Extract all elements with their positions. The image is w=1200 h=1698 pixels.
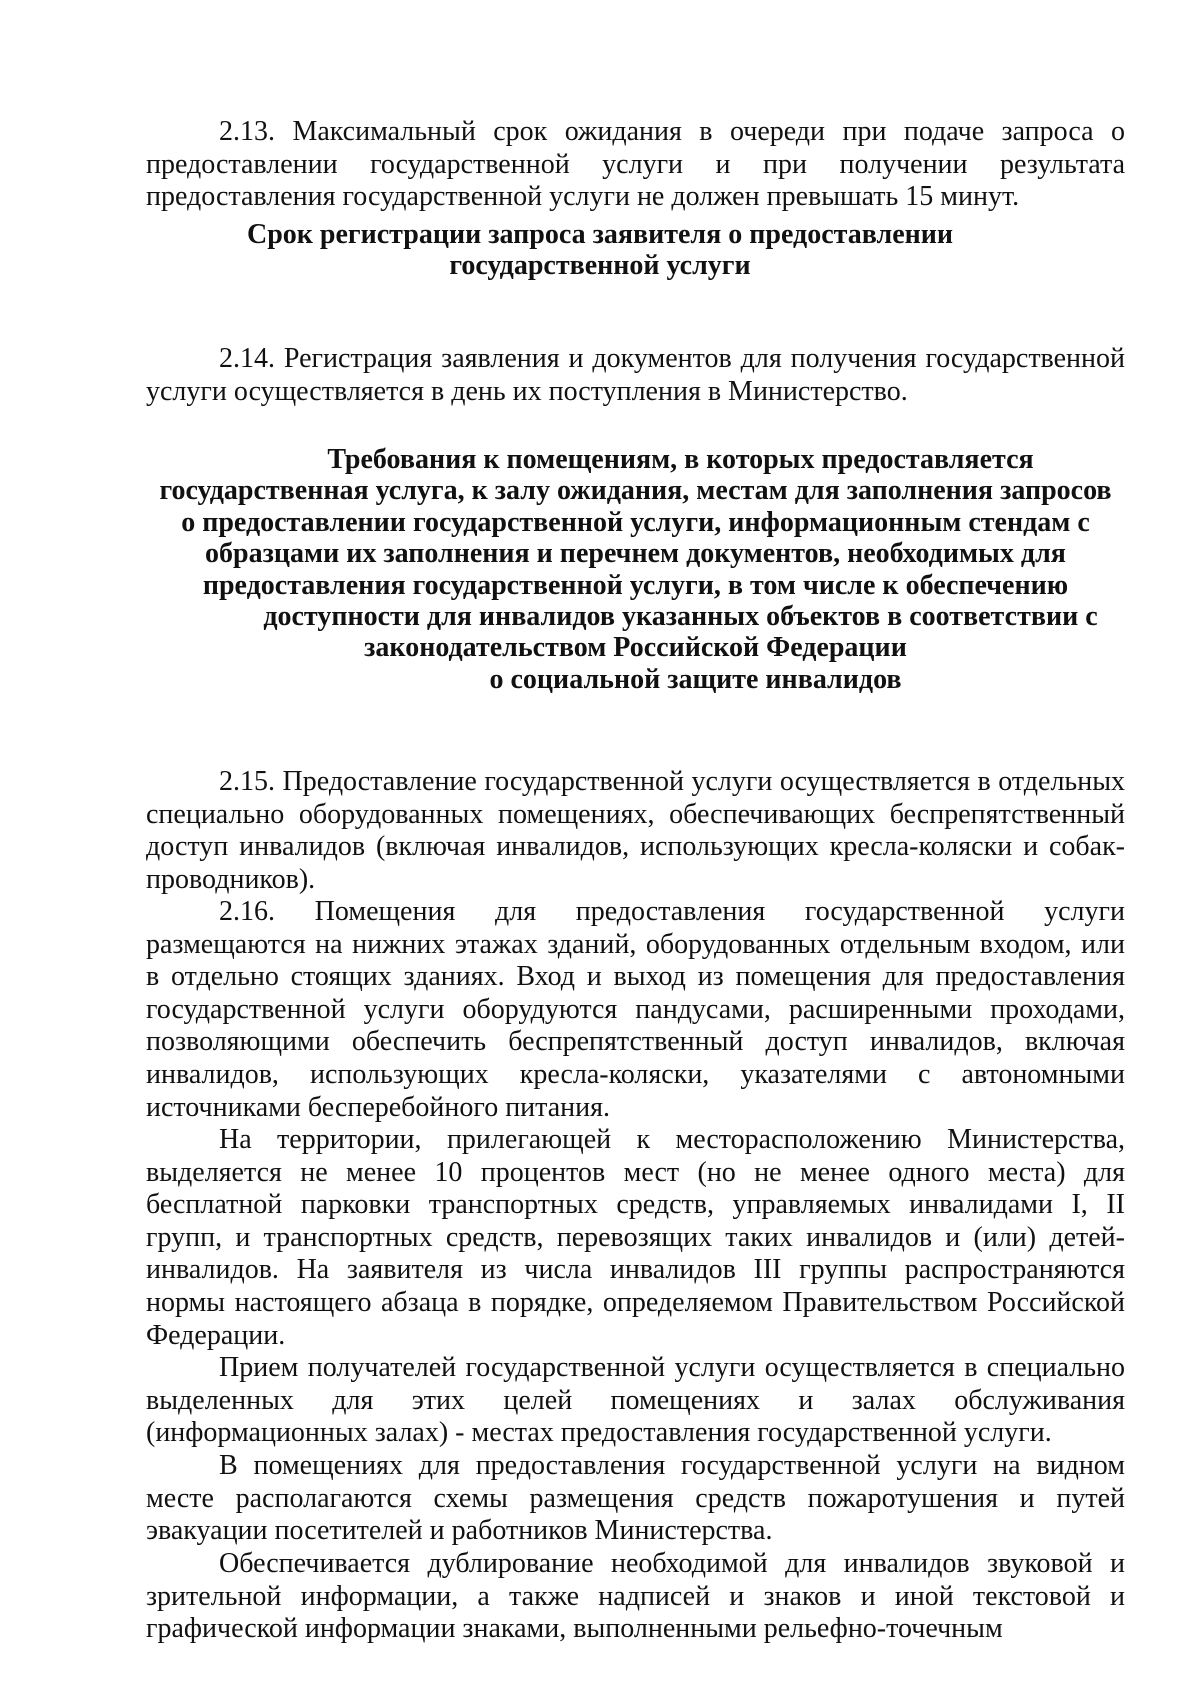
heading-line: государственная услуга, к залу ожидания, местам для заполнения запросов [159, 475, 1112, 507]
heading-line: Срок регистрации запроса заявителя о предоставлении [246, 219, 954, 250]
heading-line: о социальной защите инвалидов [489, 663, 902, 695]
heading-line: Требования к помещениям, в которых предоставляется [327, 444, 1034, 475]
paragraph-duplication: Обеспечивается дублирование необходимой для инвалидов звуковой и зрительной информации, а также надписей и знаков и иной текстовой и графической информации знаками, выполненными рельефно-точечным [146, 1548, 1125, 1645]
paragraph-2-15: 2.15. Предоставление государственной услуги осуществляется в отдельных специально оборудованных помещениях, обеспечивающих беспрепятственный доступ инвалидов (включая инвалидов, использующих кресла-коляски и собак-проводников). [146, 766, 1125, 895]
heading-line: государственной услуги [449, 250, 751, 282]
heading-line: законодательством Российской Федерации [364, 632, 907, 664]
paragraph-2-13: 2.13. Максимальный срок ожидания в очереди при подаче запроса о предоставлении государственной услуги и при получении результата предоставления государственной услуги не должен превышать 15 минут. [146, 116, 1125, 213]
paragraph-2-14: 2.14. Регистрация заявления и документов для получения государственной услуги осуществляется в день их поступления в Министерство. [146, 343, 1125, 407]
heading-line: о предоставлении государственной услуги, информационным стендам с [181, 506, 1090, 538]
heading-line: образцами их заполнения и перечнем документов, необходимых для [205, 538, 1066, 570]
paragraph-reception: Прием получателей государственной услуги осуществляется в специально выделенных для этих целей помещениях и залах обслуживания (информационных залах) - местах предоставления государственной услуги. [146, 1352, 1125, 1449]
paragraph-parking: На территории, прилегающей к месторасположению Министерства, выделяется не менее 10 процентов мест (но не менее одного места) для бесплатной парковки транспортных средств, управляемых инвалидами I, II групп, и транспортных средств, перевозящих таких инвалидов и (или) детей-инвалидов. На заявителя из числа инвалидов III группы распространяются нормы настоящего абзаца в порядке, определяемом Правительством Российской Федерации. [146, 1124, 1125, 1351]
paragraph-2-16: 2.16. Помещения для предоставления государственной услуги размещаются на нижних этажах зданий, оборудованных отдельным входом, или в отдельно стоящих зданиях. Вход и выход из помещения для предоставления государственной услуги оборудуются пандусами, расширенными проходами, позволяющими обеспечить беспрепятственный доступ инвалидов, включая инвалидов, использующих кресла-коляски, указателями с автономными источниками бесперебойного питания. [146, 896, 1125, 1123]
heading-premises-requirements [146, 444, 1125, 695]
heading-line: доступности для инвалидов указанных объектов в соответствии с [263, 601, 1098, 633]
heading-registration-term [0, 219, 1200, 282]
paragraph-evacuation: В помещениях для предоставления государственной услуги на видном месте располагаются схемы размещения средств пожаротушения и путей эвакуации посетителей и работников Министерства. [146, 1450, 1125, 1547]
heading-line: предоставления государственной услуги, в том числе к обеспечению [202, 569, 1069, 601]
